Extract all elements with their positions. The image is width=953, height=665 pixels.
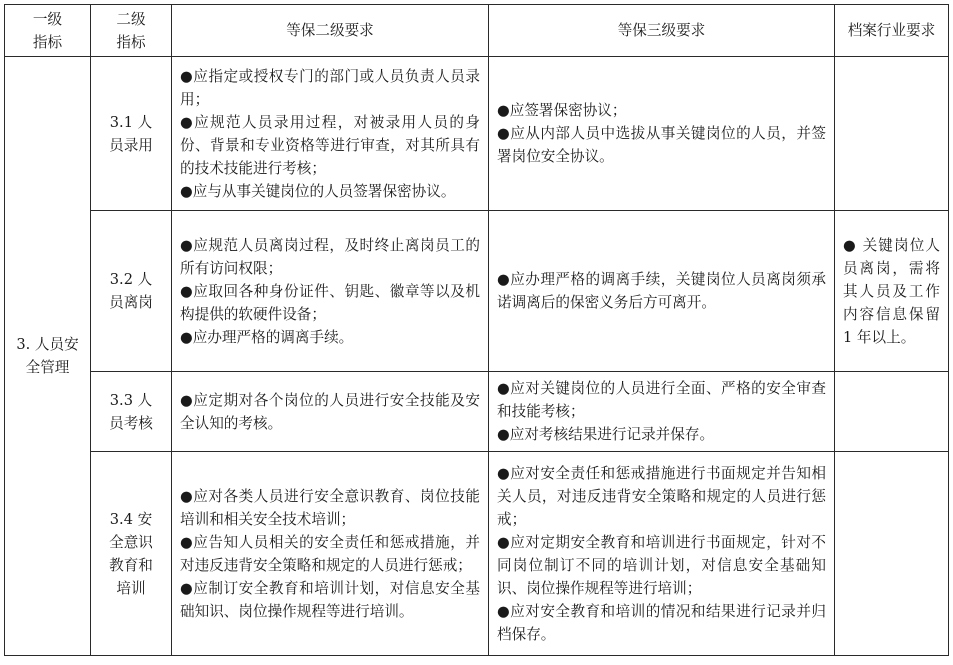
requirement-item: ●应规范人员离岗过程，及时终止离岗员工的所有访问权限；: [180, 236, 480, 277]
requirement-item: ●应办理严格的调离手续。: [180, 328, 354, 346]
subcategory-cell: 3.4 安全意识教育和培训: [91, 452, 172, 656]
requirement-item: ●应办理严格的调离手续，关键岗位人员离岗须承诺调离后的保密义务后方可离开。: [497, 271, 826, 311]
requirement-item: ●应指定或授权专门的部门或人员负责人员录用；: [180, 67, 480, 108]
requirement-item: ●应对考核结果进行记录并保存。: [497, 426, 715, 443]
requirement-item: ●应对安全责任和惩戒措施进行书面规定并告知相关人员，对违反违背安全策略和规定的人员进行惩戒；: [497, 464, 826, 528]
requirement-item: ●应规范人员录用过程，对被录用人员的身份、背景和专业资格等进行审查，对其所具有的技术技能进行考核；: [180, 113, 480, 177]
archive-requirements-cell: [835, 211, 949, 372]
requirement-item: ●应签署保密协议；: [497, 102, 627, 119]
requirement-item: ●应对定期安全教育和培训进行书面规定，针对不同岗位制订不同的培训计划，对信息安全基础知识、岗位操作规程等进行培训；: [497, 533, 826, 597]
requirement-item: ●应对各类人员进行安全意识教育、岗位技能培训和相关安全技术培训；: [180, 487, 480, 528]
requirement-item: ●应定期对各个岗位的人员进行安全技能及安全认知的考核。: [180, 391, 480, 432]
level3-requirements-cell: [489, 372, 835, 452]
requirement-item: ●应对关键岗位的人员进行全面、严格的安全审查和技能考核；: [497, 380, 826, 420]
requirement-item: ●应制订安全教育和培训计划，对信息安全基础知识、岗位操作规程等进行培训。: [180, 579, 480, 620]
level2-requirements-cell: [172, 211, 489, 372]
header-protection-level3: 等保三级要求: [489, 5, 835, 57]
level3-requirements-cell: [489, 57, 835, 211]
archive-requirements-cell: [835, 372, 949, 452]
level3-requirements-cell: [489, 211, 835, 372]
requirement-item: ●应从内部人员中选拔从事关键岗位的人员，并签署岗位安全协议。: [497, 125, 826, 165]
requirement-item: ●应取回各种身份证件、钥匙、徽章等以及机构提供的软硬件设备；: [180, 282, 480, 323]
subcategory-cell: 3.3 人员考核: [91, 372, 172, 452]
security-requirements-table: [4, 4, 949, 656]
table-row: [5, 372, 949, 452]
header-level2-indicator: 二级 指标: [91, 5, 172, 57]
header-protection-level2: 等保二级要求: [172, 5, 489, 57]
requirement-item: ●应告知人员相关的安全责任和惩戒措施，并对违反违背安全策略和规定的人员进行惩戒；: [180, 533, 480, 574]
level2-requirements-cell: [172, 57, 489, 211]
table-row: [5, 452, 949, 656]
level2-requirements-cell: [172, 372, 489, 452]
requirement-item: ●应与从事关键岗位的人员签署保密协议。: [180, 182, 456, 200]
header-level1-indicator: 一级 指标: [5, 5, 91, 57]
level3-requirements-cell: [489, 452, 835, 656]
header-archive-industry: 档案行业要求: [835, 5, 949, 57]
level2-requirements-cell: [172, 452, 489, 656]
archive-requirements-cell: [835, 57, 949, 211]
requirement-item: ● 关键岗位人员离岗，需将其人员及工作内容信息保留 1 年以上。: [843, 236, 940, 346]
subcategory-cell: 3.1 人员录用: [91, 57, 172, 211]
requirement-item: ●应对安全教育和培训的情况和结果进行记录并归档保存。: [497, 602, 826, 643]
category-cell: 3. 人员安全管理: [5, 57, 91, 656]
table-row: [5, 57, 949, 211]
subcategory-cell: 3.2 人员离岗: [91, 211, 172, 372]
table-row: [5, 211, 949, 372]
header-row: [5, 5, 949, 57]
archive-requirements-cell: [835, 452, 949, 656]
